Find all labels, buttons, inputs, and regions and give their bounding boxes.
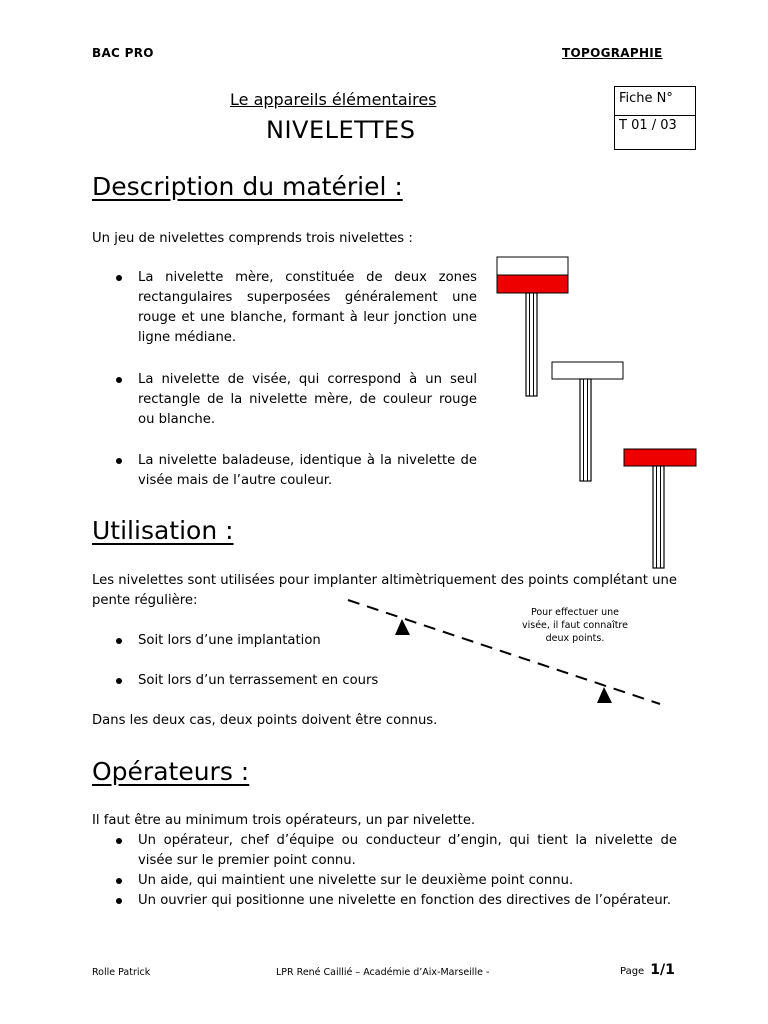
operateurs-heading: Opérateurs : — [92, 757, 250, 786]
bullet — [116, 838, 122, 844]
utilisation-item-terrassement: Soit lors d’un terrassement en cours — [138, 673, 379, 688]
utilisation-heading: Utilisation : — [92, 516, 234, 545]
footer-school: LPR René Caillié – Académie d’Aix-Marseille - — [276, 967, 490, 978]
header-right: TOPOGRAPHIE — [562, 46, 663, 60]
description-intro: Un jeu de nivelettes comprends trois nivelettes : — [92, 231, 413, 246]
nivelette-visee — [552, 362, 623, 481]
figure-note: Pour effectuer une visée, il faut connaître deux points. — [522, 607, 628, 644]
description-heading: Description du matériel : — [92, 172, 403, 201]
bullet — [116, 898, 122, 904]
page-number: 1/1 — [650, 962, 675, 978]
bullet — [116, 678, 122, 684]
known-point-marker — [395, 619, 410, 635]
fiche-number: T 01 / 03 — [615, 115, 695, 149]
description-item-visee: La nivelette de visée, qui correspond à un seul rectangle de la nivelette mère, de couleur rouge ou blanche. — [138, 372, 477, 427]
page-label: Page — [620, 966, 645, 977]
utilisation-item-implantation: Soit lors d’une implantation — [138, 633, 321, 648]
operateurs-item-ouvrier: Un ouvrier qui positionne une nivelette en fonction des directives de l’opérateur. — [138, 893, 672, 908]
header-left: BAC PRO — [92, 46, 154, 60]
fiche-label: Fiche N° — [619, 91, 673, 106]
utilisation-outro: Dans les deux cas, deux points doivent être connus. — [92, 713, 438, 728]
doc-title: NIVELETTES — [266, 116, 416, 144]
bullet — [116, 275, 122, 281]
description-item-baladeuse: La nivelette baladeuse, identique à la nivelette de visée mais de l’autre couleur. — [138, 453, 477, 488]
footer-author: Rolle Patrick — [92, 967, 151, 978]
fiche-box — [614, 86, 696, 150]
nivelette-baladeuse — [624, 449, 696, 568]
nivelettes-illustration — [490, 250, 710, 580]
utilisation-intro: Les nivelettes sont utilisées pour implanter altimètriquement des points complétant une pente régulière: — [92, 573, 677, 608]
bullet — [116, 878, 122, 884]
bullet — [116, 638, 122, 644]
description-item-mere: La nivelette mère, constituée de deux zones rectangulaires superposées généralement une rouge et une blanche, formant à leur jonction une ligne médiane. — [138, 270, 477, 345]
known-point-marker — [597, 687, 612, 703]
operateurs-item-operateur: Un opérateur, chef d’équipe ou conducteur d’engin, qui tient la nivelette de visée sur le premier point connu. — [138, 833, 677, 868]
operateurs-intro: Il faut être au minimum trois opérateurs, un par nivelette. — [92, 813, 476, 828]
doc-subtitle: Le appareils élémentaires — [230, 90, 437, 109]
bullet — [116, 458, 122, 464]
bullet — [116, 377, 122, 383]
footer-page — [620, 962, 675, 978]
operateurs-item-aide: Un aide, qui maintient une nivelette sur le deuxième point connu. — [138, 873, 574, 888]
